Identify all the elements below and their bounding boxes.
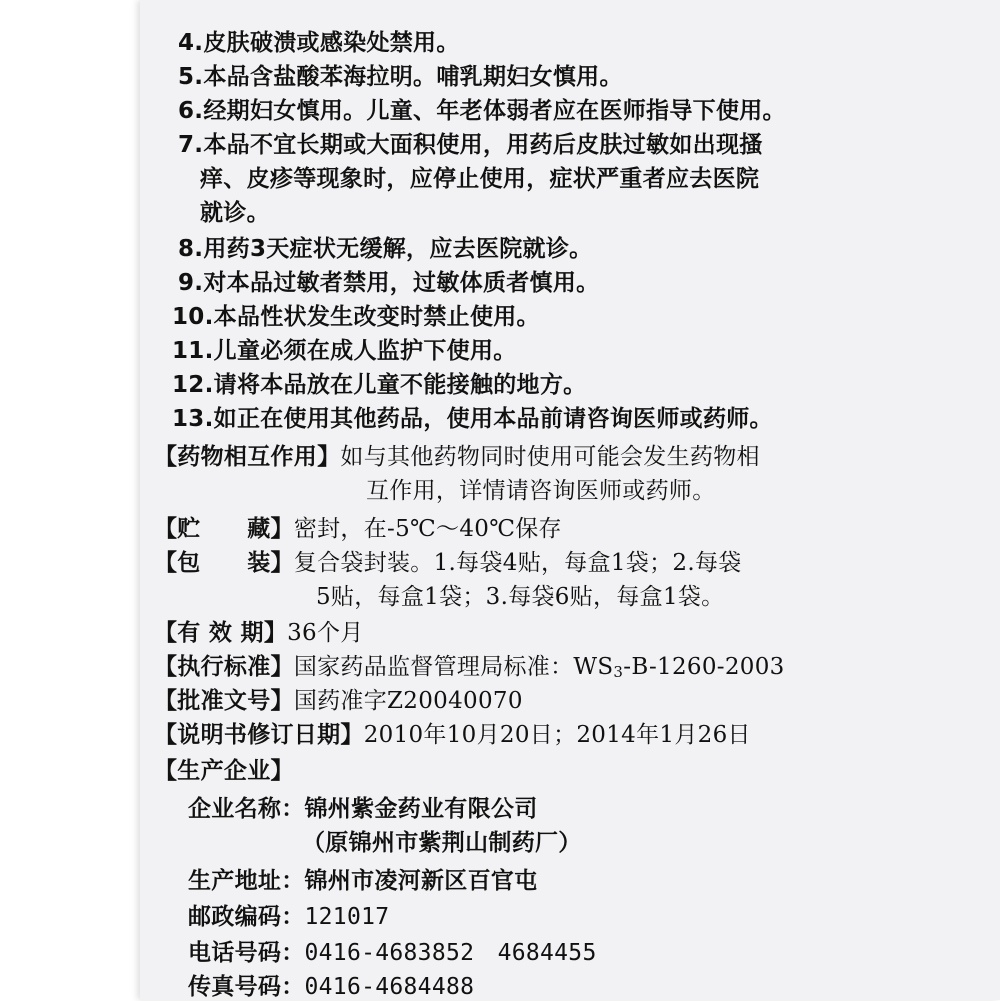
interaction-value: 如与其他药物同时使用可能会发生药物相 xyxy=(340,444,760,470)
validity-label: 【有 效 期】 xyxy=(154,620,288,646)
precaution-item-7-line-2: 痒、皮疹等现象时，应停止使用，症状严重者应去医院 xyxy=(200,166,760,192)
standard-label: 【执行标准】 xyxy=(154,654,294,680)
address-row xyxy=(188,862,538,895)
revision-section xyxy=(154,716,751,749)
precaution-item-10: 10.本品性状发生改变时禁止使用。 xyxy=(172,304,540,330)
precaution-item-13: 13.如正在使用其他药品，使用本品前请咨询医师或药师。 xyxy=(172,406,773,432)
precaution-item-4: 4.皮肤破溃或感染处禁用。 xyxy=(178,30,460,56)
revision-label: 【说明书修订日期】 xyxy=(154,722,364,748)
precaution-item-8: 8.用药3天症状无缓解，应去医院就诊。 xyxy=(178,236,593,262)
approval-section xyxy=(154,682,523,715)
revision-value: 2010年10月20日；2014年1月26日 xyxy=(363,722,751,748)
interaction-label: 【药物相互作用】 xyxy=(154,444,341,470)
postcode-label: 邮政编码： xyxy=(188,904,305,930)
precaution-item-6: 6.经期妇女慎用。儿童、年老体弱者应在医师指导下使用。 xyxy=(178,98,786,124)
phone-label: 电话号码： xyxy=(188,940,305,966)
fax-value: 0416-4684488 xyxy=(304,974,475,1000)
postcode-value: 121017 xyxy=(304,904,390,930)
storage-section xyxy=(154,510,562,543)
interaction-value-line-2: 互作用，详情请咨询医师或药师。 xyxy=(366,478,716,504)
fax-row xyxy=(188,968,474,1001)
storage-label: 【贮 藏】 xyxy=(154,516,294,542)
manufacturer-label: 【生产企业】 xyxy=(154,758,294,784)
precaution-item-7-line-3: 就诊。 xyxy=(200,200,270,226)
precaution-item-5: 5.本品含盐酸苯海拉明。哺乳期妇女慎用。 xyxy=(178,64,623,90)
company-former-name: （原锦州市紫荆山制药厂） xyxy=(302,830,582,856)
package-value-line-2: 5贴，每盒1袋；3.每袋6贴，每盒1袋。 xyxy=(316,584,725,610)
storage-value: 密封，在-5℃～40℃保存 xyxy=(293,516,562,542)
approval-label: 【批准文号】 xyxy=(154,688,294,714)
validity-value: 36个月 xyxy=(287,620,364,646)
precaution-item-9: 9.对本品过敏者禁用，过敏体质者慎用。 xyxy=(178,270,600,296)
company-name-label: 企业名称： xyxy=(188,796,305,822)
package-value: 复合袋封装。1.每袋4贴，每盒1袋；2.每袋 xyxy=(293,550,742,576)
approval-value: 国药准字Z20040070 xyxy=(293,688,523,714)
precaution-item-7: 7.本品不宜长期或大面积使用，用药后皮肤过敏如出现搔 xyxy=(178,132,763,158)
validity-section xyxy=(154,614,364,647)
fax-label: 传真号码： xyxy=(188,974,305,1000)
standard-value: 国家药品监督管理局标准：$WS_3-B-1260-2003$ xyxy=(293,654,785,681)
company-name: 锦州紫金药业有限公司 xyxy=(304,796,538,822)
phone-row xyxy=(188,934,597,967)
precaution-item-11: 11.儿童必须在成人监护下使用。 xyxy=(172,338,517,364)
interaction-section xyxy=(154,438,760,471)
address-label: 生产地址： xyxy=(188,868,305,894)
address-value: 锦州市凌河新区百官屯 xyxy=(304,868,538,894)
company-name-row xyxy=(188,790,538,823)
precaution-item-12: 12.请将本品放在儿童不能接触的地方。 xyxy=(172,372,587,398)
postcode-row xyxy=(188,898,389,931)
standard-section xyxy=(154,648,785,681)
package-label: 【包 装】 xyxy=(154,550,294,576)
package-section xyxy=(154,544,742,577)
phone-value: 0416-4683852 4684455 xyxy=(304,940,597,966)
leaflet-page xyxy=(140,0,1000,1000)
